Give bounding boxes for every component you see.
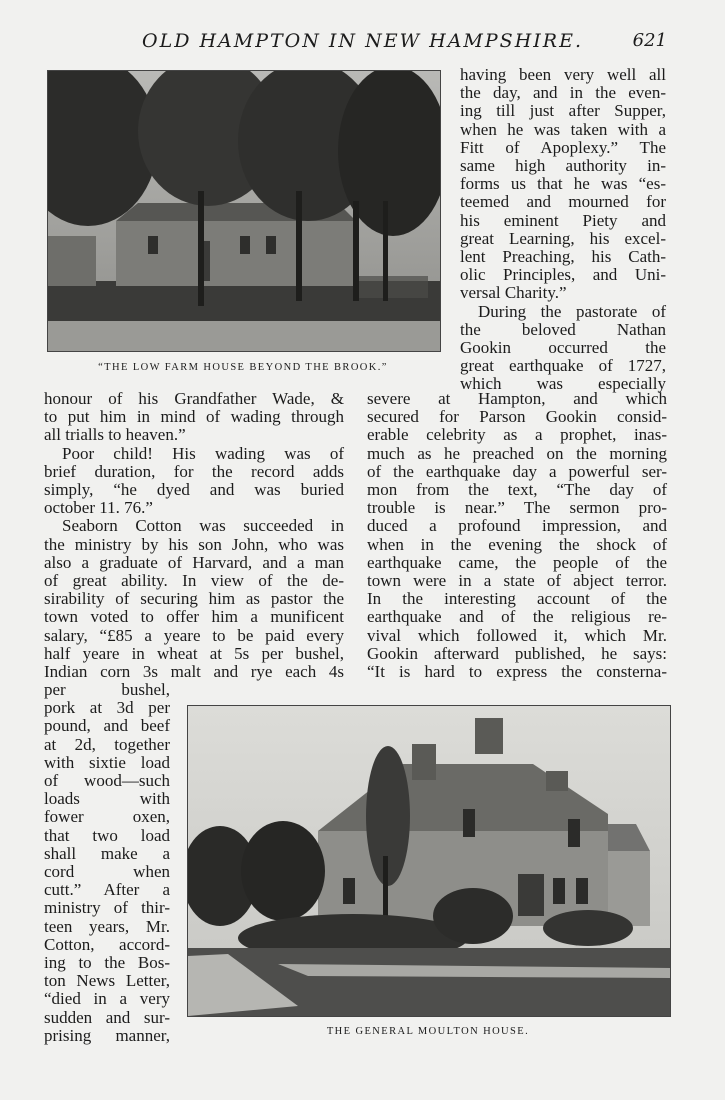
text-column-right-top xyxy=(460,66,666,394)
text-line: vival which followed it, which Mr. xyxy=(367,625,667,645)
text-line: sirability of securing him as pastor the xyxy=(44,589,344,609)
text-line: earthquake came, the people of the xyxy=(367,552,667,572)
farm-house-photo xyxy=(47,70,441,352)
text-line: prising manner, xyxy=(44,1025,170,1045)
text-line: “died in a very xyxy=(44,989,170,1009)
text-line: brief duration, for the record adds xyxy=(44,461,344,481)
text-line: Seaborn Cotton was succeeded in xyxy=(62,516,344,536)
text-line: Poor child! His wading was of xyxy=(62,443,344,463)
text-line: all trialls to heaven.” xyxy=(44,425,186,445)
figure-caption: “THE LOW FARM HOUSE BEYOND THE BROOK.” xyxy=(98,362,388,373)
text-line: shall make a xyxy=(44,843,170,863)
text-line: “It is hard to express the consterna- xyxy=(367,662,667,682)
text-line: october 11. 76.” xyxy=(44,498,153,518)
text-line: salary, “£85 a yeare to be paid every xyxy=(44,625,344,645)
text-line: per bushel, xyxy=(44,680,170,699)
text-line: ministry of thir- xyxy=(44,898,170,918)
text-line: that two load xyxy=(44,825,170,845)
text-line: secured for Parson Gookin consid- xyxy=(367,407,667,427)
text-line: the ministry by his son John, who was xyxy=(44,534,344,554)
text-line: pork at 3d per xyxy=(44,698,170,718)
text-line: cutt.” After a xyxy=(44,880,170,900)
text-line: lent Preaching, his Cath- xyxy=(460,247,666,267)
text-line: ton News Letter, xyxy=(44,971,170,991)
text-line: forms us that he was “es- xyxy=(460,174,666,194)
text-column-left-bottom xyxy=(44,681,170,1045)
text-line: with sixtie load xyxy=(44,752,170,772)
text-line: ing till just after Supper, xyxy=(460,101,666,121)
text-line: mon from the text, “The day of xyxy=(367,480,667,500)
text-line: Cotton, accord- xyxy=(44,934,170,954)
figure-caption: THE GENERAL MOULTON HOUSE. xyxy=(326,1026,530,1037)
text-line: the beloved Nathan xyxy=(460,319,666,339)
text-line: loads with xyxy=(44,789,170,809)
text-line: Indian corn 3s malt and rye each 4s xyxy=(44,662,344,682)
text-line: town voted to offer him a munificent xyxy=(44,607,344,627)
text-line: same high authority in- xyxy=(460,156,666,176)
moulton-house-photo xyxy=(187,705,671,1017)
text-line: Fitt of Apoplexy.” The xyxy=(460,137,666,157)
text-line: great earthquake of 1727, xyxy=(460,356,666,376)
text-line: pound, and beef xyxy=(44,716,170,736)
text-line: the day, and in the even- xyxy=(460,83,666,103)
text-line: severe at Hampton, and which xyxy=(367,389,667,408)
text-line: trouble is near.” The sermon pro- xyxy=(367,498,667,518)
text-line: duced a profound impression, and xyxy=(367,516,667,536)
text-column-right-mid xyxy=(367,390,667,681)
text-line: cord when xyxy=(44,862,170,882)
text-line: Gookin occurred the xyxy=(460,338,666,358)
text-line: much as he preached on the morning xyxy=(367,443,667,463)
text-line: of wood—such xyxy=(44,771,170,791)
text-line: having been very well all xyxy=(460,65,666,84)
text-line: which was especially xyxy=(460,374,666,394)
text-column-left-mid xyxy=(44,390,344,681)
page-number: 621 xyxy=(632,30,667,51)
text-line: olic Principles, and Uni- xyxy=(460,265,666,285)
text-line: half yeare in wheat at 5s per bushel, xyxy=(44,643,344,663)
text-line: teemed and mourned for xyxy=(460,192,666,212)
text-line: Gookin afterward published, he says: xyxy=(367,643,667,663)
text-line: In the interesting account of the xyxy=(367,589,667,609)
text-line: great Learning, his excel- xyxy=(460,228,666,248)
text-line: sudden and sur- xyxy=(44,1007,170,1027)
text-line: of great ability. In view of the de- xyxy=(44,571,344,591)
text-line: teen years, Mr. xyxy=(44,916,170,936)
text-line: also a graduate of Harvard, and a man xyxy=(44,552,344,572)
text-line: fower oxen, xyxy=(44,807,170,827)
text-line: when he was taken with a xyxy=(460,119,666,139)
text-line: honour of his Grandfather Wade, & xyxy=(44,389,344,408)
text-line: town were in a state of abject terror. xyxy=(367,571,667,591)
text-line: when in the evening the shock of xyxy=(367,534,667,554)
text-line: earthquake and of the religious re- xyxy=(367,607,667,627)
text-line: at 2d, together xyxy=(44,734,170,754)
text-line: to put him in mind of wading through xyxy=(44,407,344,427)
text-line: of the earthquake day a powerful ser- xyxy=(367,461,667,481)
text-line: ing to the Bos- xyxy=(44,953,170,973)
text-line: versal Charity.” xyxy=(460,283,567,303)
text-line: his eminent Piety and xyxy=(460,210,666,230)
text-line: simply, “he dyed and was buried xyxy=(44,480,344,500)
running-header-title: OLD HAMPTON IN NEW HAMPSHIRE. xyxy=(142,30,583,52)
text-line: erable celebrity as a prophet, inas- xyxy=(367,425,667,445)
text-line: During the pastorate of xyxy=(478,301,666,321)
